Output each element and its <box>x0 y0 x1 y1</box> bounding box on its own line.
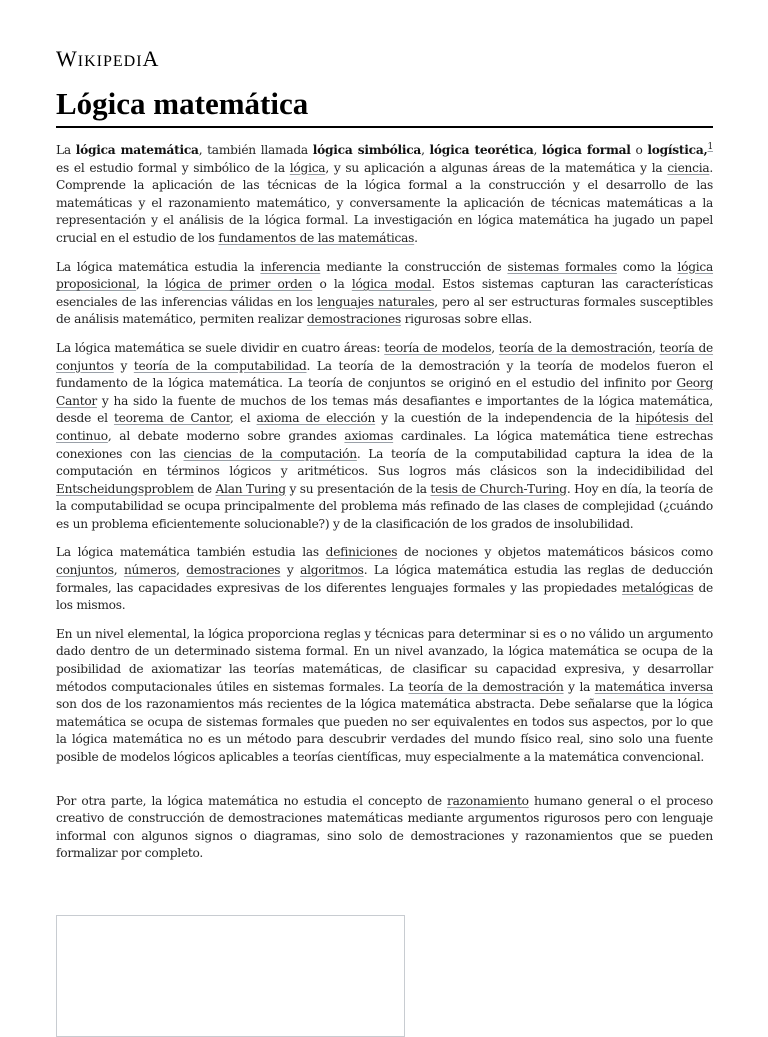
text-run: es el estudio formal y simbólico de la <box>56 160 290 175</box>
bold-term: lógica formal <box>541 143 631 157</box>
article-link[interactable]: axioma de elección <box>256 411 376 426</box>
article-link[interactable]: razonamiento <box>447 793 529 808</box>
article-link[interactable]: teoría de modelos <box>384 340 492 355</box>
text-run: . La teoría de la demostración y la teoría de modelos fueron el fundamento de la lógica matemática. La teoría de conjuntos se originó en el estudio del infinito por <box>56 358 714 391</box>
text-run: como la <box>616 259 678 274</box>
paragraph-levels <box>56 626 713 767</box>
text-run: son dos de los razonamientos más recientes de la lógica matemática abstracta. Debe señalarse que la lógica matemática se ocupa de sistemas formales que pueden no ser equivalentes en todos sus aspectos, por lo que la lógica matemática no es un método para descubrir verdades del mundo físico real, sino solo una fuente posible de modelos lógicos aplicables a teorías científicas, muy especialmente a la matemática convencional. <box>56 697 713 764</box>
paragraph-intro <box>56 142 713 248</box>
text-run: mediante la construcción de <box>320 259 508 274</box>
text-run: de nociones y objetos matemáticos básicos como <box>397 545 713 560</box>
text-run: , <box>491 340 499 355</box>
text-run: , el <box>230 411 257 426</box>
article-link[interactable]: teorema de Cantor <box>113 411 230 426</box>
logo-letter-a: A <box>142 46 160 71</box>
article-link[interactable]: ciencias de la computación <box>183 446 357 461</box>
text-run: , <box>651 340 660 355</box>
text-run: La <box>56 143 76 157</box>
bold-term: logística <box>647 143 704 157</box>
bold-term: lógica simbólica <box>312 143 422 157</box>
text-run: de <box>193 481 216 496</box>
article-link[interactable]: axiomas <box>344 428 394 443</box>
article-link[interactable]: algoritmos <box>300 563 364 578</box>
text-run: , <box>176 563 187 578</box>
paragraph-areas <box>56 340 713 534</box>
image-box <box>56 915 405 1037</box>
text-run: . Comprende la aplicación de las técnicas de la lógica formal a la construcción y el desarrollo de las matemáticas y el razonamiento matemático, y conversamente la aplicación de técnicas matemáticas a la representación y el análisis de la lógica formal. La investigación en lógica matemática ha jugado un papel crucial en el estudio de los <box>56 160 713 245</box>
article-link[interactable]: lenguajes naturales <box>317 294 435 309</box>
article-link[interactable]: demostraciones <box>186 563 281 578</box>
article-link[interactable]: Georg Cantor <box>56 376 713 408</box>
text-run: humano general o el proceso creativo de construcción de demostraciones matemáticas mediante argumentos rigurosos pero con lenguaje informal con algunos signos o diagramas, sino solo de demostraciones y razonamientos que se pueden formalizar por completo. <box>56 793 713 861</box>
text-run: Por otra parte, la lógica matemática no estudia el concepto de <box>56 793 448 808</box>
text-run: o <box>630 143 648 157</box>
text-run: y la <box>563 679 595 694</box>
article-link[interactable]: teoría de la demostración <box>408 679 564 694</box>
article-link[interactable]: demostraciones <box>306 312 401 327</box>
article-link[interactable]: lógica <box>289 160 326 175</box>
text-run: , <box>113 563 124 578</box>
text-run: o la <box>312 277 352 292</box>
article-link[interactable]: Alan Turing <box>215 481 286 496</box>
article-link[interactable]: tesis de Church-Turing <box>430 481 567 496</box>
text-run: , la <box>136 277 165 292</box>
text-run: La lógica matemática estudia la <box>56 259 261 274</box>
article-link[interactable]: teoría de conjuntos <box>56 340 714 373</box>
article-link[interactable]: inferencia <box>260 259 321 274</box>
article-link[interactable]: lógica de primer orden <box>164 277 313 292</box>
article-link[interactable]: definiciones <box>325 545 398 560</box>
text-run: , <box>533 143 542 157</box>
text-run: La lógica matemática también estudia las <box>56 545 326 560</box>
text-run: , <box>421 143 430 157</box>
text-run: cardinales. La lógica matemática tiene estrechas conexiones con las <box>56 428 713 461</box>
article-link[interactable]: metalógicas <box>621 580 694 595</box>
text-run: . La teoría de la computabilidad captura la idea de la computación en términos lógicos y aritméticos. Sus logros más clásicos son la indecidibilidad del <box>56 446 714 479</box>
text-run: La lógica matemática se suele dividir en cuatro áreas: <box>56 340 385 355</box>
text-run: , pero al ser estructuras formales susceptibles de análisis matemático, permiten realizar <box>56 294 714 327</box>
article-link[interactable]: fundamentos de las matemáticas <box>218 230 415 245</box>
paragraph-reasoning <box>56 793 713 863</box>
article-body <box>56 142 713 874</box>
bold-term: lógica teorética <box>429 143 534 157</box>
article-link[interactable]: Entscheidungsproblem <box>56 481 194 496</box>
text-run: y la cuestión de la independencia de la <box>375 411 636 426</box>
article-link[interactable]: lógica proposicional <box>56 259 713 292</box>
article-link[interactable]: teoría de la demostración <box>498 340 652 355</box>
paragraph-systems <box>56 259 713 329</box>
title-divider <box>56 126 713 128</box>
text-run: , al debate moderno sobre grandes <box>107 428 345 443</box>
wikipedia-logo[interactable] <box>56 46 159 72</box>
article-link[interactable]: hipótesis del continuo <box>56 411 713 443</box>
article-link[interactable]: números <box>123 563 177 578</box>
text-run: rigurosas sobre ellas. <box>400 312 532 327</box>
logo-small-caps: IKIPEDI <box>77 53 143 70</box>
text-run: . Estos sistemas capturan las características esenciales de las inferencias válidas en los <box>56 277 713 309</box>
article-link[interactable]: lógica modal <box>351 277 432 292</box>
page-title: Lógica matemática <box>56 86 309 121</box>
text-run: , también llamada <box>198 143 313 157</box>
text-run: . Hoy en día, la teoría de la computabilidad se ocupa principalmente del problema más refinado de las clases de complejidad (¿cuándo es un problema eficientemente solucionable?) y de la clasificación de los grados de insolubilidad. <box>56 481 713 531</box>
bold-term: , <box>703 143 708 157</box>
article-link[interactable]: matemática inversa <box>594 679 713 694</box>
article-link[interactable]: teoría de la computabilidad <box>133 358 307 373</box>
text-run: En un nivel elemental, la lógica proporciona reglas y técnicas para determinar si es o no válido un argumento dado dentro de un determinado sistema formal. En un nivel avanzado, la lógica matemática se ocupa de la posibilidad de axiomatizar las teorías matemáticas, de clasificar su capacidad expresiva, y desarrollar métodos computacionales útiles en sistemas formales. La <box>56 626 713 694</box>
bold-term: lógica matemática <box>75 143 199 157</box>
article-link[interactable]: sistemas formales <box>507 259 617 274</box>
reference-link[interactable]: 1 <box>707 141 713 152</box>
text-run: y <box>113 358 134 373</box>
article-link[interactable]: conjuntos <box>56 563 114 578</box>
logo-letter-w: W <box>56 46 78 71</box>
text-run: . <box>414 230 418 245</box>
text-run: de los mismos. <box>56 580 714 613</box>
paragraph-definitions <box>56 544 713 614</box>
article-link[interactable]: ciencia <box>667 160 710 175</box>
text-run: y su presentación de la <box>285 481 431 496</box>
text-run: y <box>280 563 301 578</box>
text-run: . La lógica matemática estudia las reglas de deducción formales, las capacidades expresivas de los diferentes lenguajes formales y las propiedades <box>56 563 713 595</box>
text-run: y ha sido la fuente de muchos de los temas más desafiantes e importantes de la lógica matemática, desde el <box>56 393 713 426</box>
text-run: , y su aplicación a algunas áreas de la matemática y la <box>325 160 668 175</box>
